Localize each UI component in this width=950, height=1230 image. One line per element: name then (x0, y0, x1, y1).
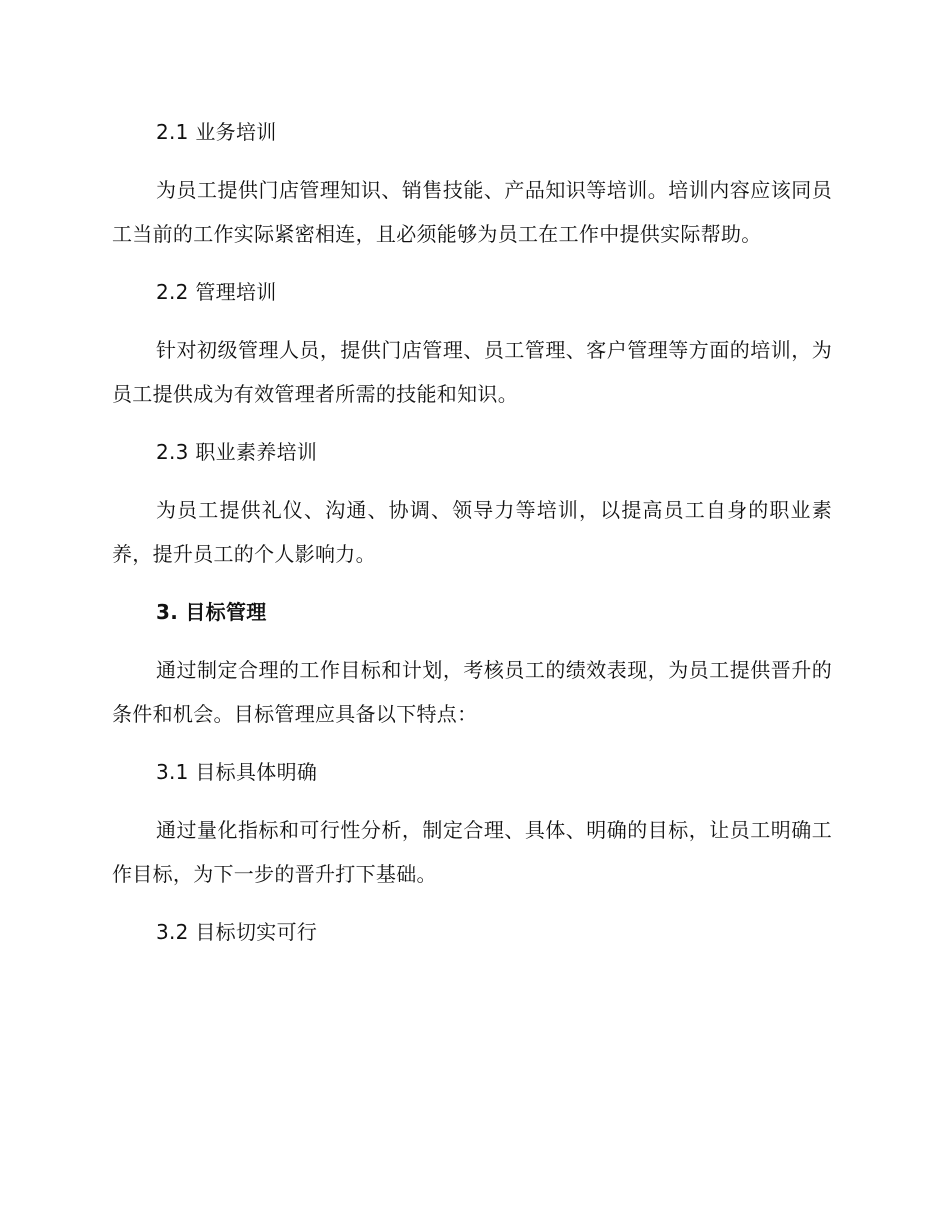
section-heading-3: 3. 目标管理 (156, 600, 267, 624)
paragraph-professional-training: 为员工提供礼仪、沟通、协调、领导力等培训，以提高员工自身的职业素养，提升员工的个人影响力。 (112, 498, 832, 566)
paragraph-specific-goals: 通过量化指标和可行性分析，制定合理、具体、明确的目标，让员工明确工作目标，为下一步的晋升打下基础。 (112, 818, 832, 886)
subheading-2-2: 2.2 管理培训 (156, 280, 277, 304)
subheading-2-1: 2.1 业务培训 (156, 120, 277, 144)
document-page (112, 110, 832, 968)
subheading-3-2: 3.2 目标切实可行 (156, 920, 318, 944)
subheading-3-1: 3.1 目标具体明确 (156, 760, 318, 784)
paragraph-goal-management: 通过制定合理的工作目标和计划，考核员工的绩效表现，为员工提供晋升的条件和机会。目标管理应具备以下特点： (112, 658, 832, 726)
subheading-2-3: 2.3 职业素养培训 (156, 440, 318, 464)
paragraph-management-training: 针对初级管理人员，提供门店管理、员工管理、客户管理等方面的培训，为员工提供成为有效管理者所需的技能和知识。 (112, 338, 832, 406)
paragraph-business-training: 为员工提供门店管理知识、销售技能、产品知识等培训。培训内容应该同员工当前的工作实际紧密相连，且必须能够为员工在工作中提供实际帮助。 (112, 178, 832, 246)
